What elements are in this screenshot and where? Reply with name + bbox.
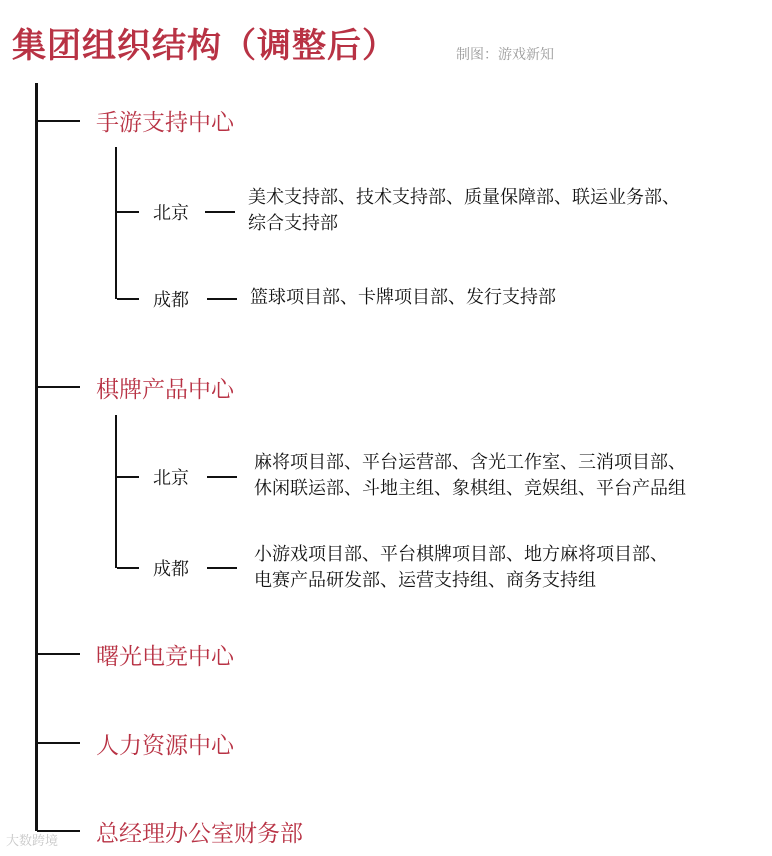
watermark: 大数跨境 xyxy=(6,834,59,849)
sub-trunk-line xyxy=(115,147,117,299)
dept-list-line: 篮球项目部、卡牌项目部、发行支持部 xyxy=(250,287,556,308)
dept-connector-line xyxy=(207,298,237,300)
dept-list-line: 休闲联运部、斗地主组、象棋组、竞娱组、平台产品组 xyxy=(254,478,686,499)
center-label-mobile-support: 手游支持中心 xyxy=(96,110,234,136)
dept-list xyxy=(254,450,686,502)
dept-list xyxy=(248,185,680,237)
center-label-hr: 人力资源中心 xyxy=(96,733,234,759)
center-label-gm-office-finance: 总经理办公室财务部 xyxy=(96,821,303,847)
main-trunk-line xyxy=(35,83,38,831)
dept-list-line: 美术支持部、技术支持部、质量保障部、联运业务部、 xyxy=(248,187,680,208)
dept-list xyxy=(250,285,556,311)
city-branch-line xyxy=(117,298,139,300)
dept-list xyxy=(254,542,668,594)
page-title: 集团组织结构（调整后） xyxy=(12,26,397,66)
dept-list-line: 小游戏项目部、平台棋牌项目部、地方麻将项目部、 xyxy=(254,544,668,565)
dept-list-line: 电赛产品研发部、运营支持组、商务支持组 xyxy=(254,570,596,591)
city-label-chengdu: 成都 xyxy=(153,290,189,311)
center-label-board-games: 棋牌产品中心 xyxy=(96,377,234,403)
center-branch-line xyxy=(37,386,80,388)
city-branch-line xyxy=(117,567,139,569)
city-label-chengdu: 成都 xyxy=(153,559,189,580)
city-label-beijing: 北京 xyxy=(153,468,189,489)
chart-credit: 制图：游戏新知 xyxy=(456,47,554,63)
dept-list-line: 综合支持部 xyxy=(248,213,338,234)
dept-list-line: 麻将项目部、平台运营部、含光工作室、三消项目部、 xyxy=(254,452,686,473)
sub-trunk-line xyxy=(115,415,117,568)
city-branch-line xyxy=(117,211,139,213)
center-branch-line xyxy=(37,653,80,655)
center-label-esports: 曙光电竞中心 xyxy=(96,644,234,670)
center-branch-line xyxy=(37,742,80,744)
dept-connector-line xyxy=(207,476,237,478)
center-branch-line xyxy=(37,120,80,122)
city-branch-line xyxy=(117,476,139,478)
dept-connector-line xyxy=(205,211,235,213)
city-label-beijing: 北京 xyxy=(153,203,189,224)
dept-connector-line xyxy=(207,567,237,569)
